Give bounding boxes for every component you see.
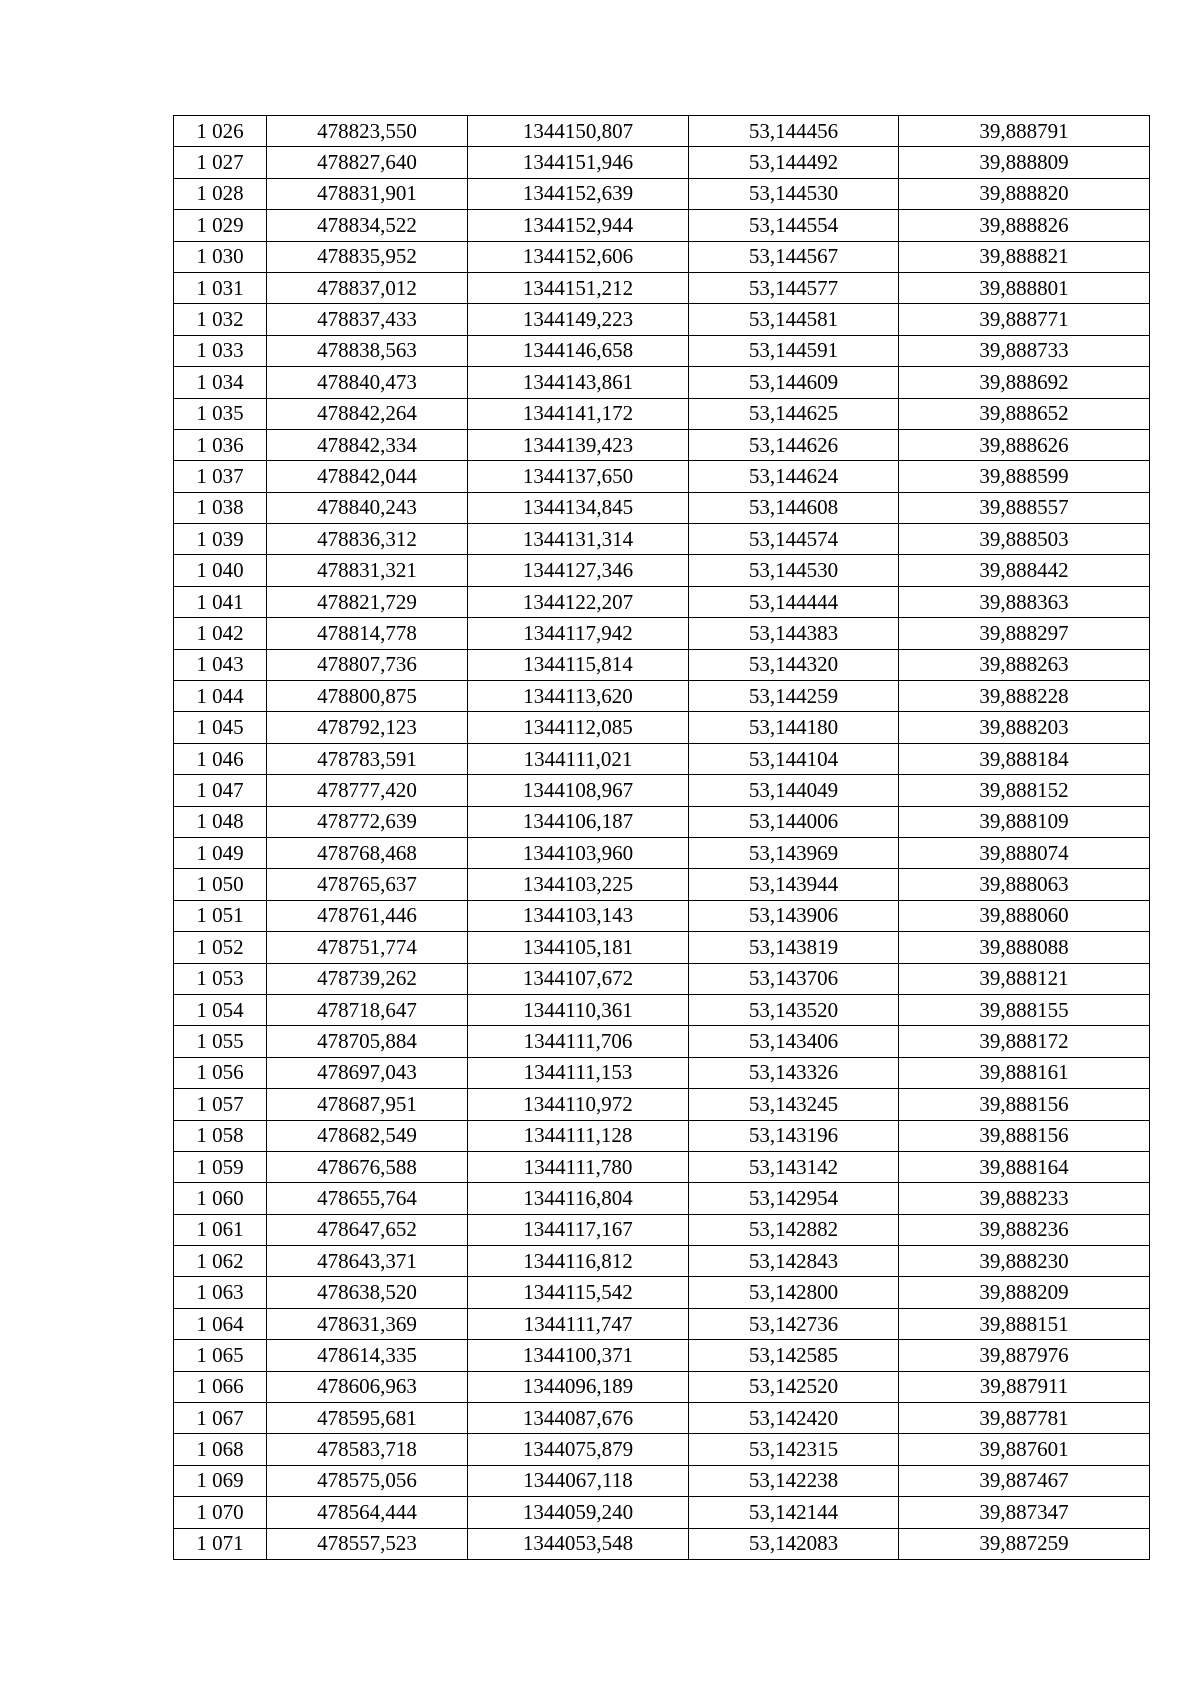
- latitude-cell: 53,143906: [689, 900, 899, 931]
- point-number-cell: 1 044: [174, 681, 267, 712]
- point-number-cell: 1 054: [174, 994, 267, 1025]
- x-coordinate-cell: 478836,312: [267, 524, 468, 555]
- x-coordinate-cell: 478831,901: [267, 178, 468, 209]
- point-number-cell: 1 039: [174, 524, 267, 555]
- x-coordinate-cell: 478643,371: [267, 1246, 468, 1277]
- y-coordinate-cell: 1344131,314: [468, 524, 689, 555]
- latitude-cell: 53,143245: [689, 1089, 899, 1120]
- table-row: [174, 1465, 1150, 1496]
- longitude-cell: 39,888263: [899, 649, 1150, 680]
- y-coordinate-cell: 1344127,346: [468, 555, 689, 586]
- x-coordinate-cell: 478835,952: [267, 241, 468, 272]
- latitude-cell: 53,143944: [689, 869, 899, 900]
- y-coordinate-cell: 1344053,548: [468, 1528, 689, 1559]
- table-row: [174, 618, 1150, 649]
- point-number-cell: 1 071: [174, 1528, 267, 1559]
- longitude-cell: 39,888184: [899, 743, 1150, 774]
- y-coordinate-cell: 1344111,128: [468, 1120, 689, 1151]
- longitude-cell: 39,887911: [899, 1371, 1150, 1402]
- latitude-cell: 53,143706: [689, 963, 899, 994]
- x-coordinate-cell: 478842,264: [267, 398, 468, 429]
- y-coordinate-cell: 1344116,812: [468, 1246, 689, 1277]
- latitude-cell: 53,144530: [689, 555, 899, 586]
- longitude-cell: 39,888074: [899, 837, 1150, 868]
- table-row: [174, 963, 1150, 994]
- y-coordinate-cell: 1344103,143: [468, 900, 689, 931]
- x-coordinate-cell: 478676,588: [267, 1151, 468, 1182]
- point-number-cell: 1 035: [174, 398, 267, 429]
- latitude-cell: 53,144492: [689, 147, 899, 178]
- table-row: [174, 1057, 1150, 1088]
- table-row: [174, 1308, 1150, 1339]
- point-number-cell: 1 041: [174, 586, 267, 617]
- latitude-cell: 53,144577: [689, 272, 899, 303]
- longitude-cell: 39,888203: [899, 712, 1150, 743]
- table-row: [174, 837, 1150, 868]
- x-coordinate-cell: 478783,591: [267, 743, 468, 774]
- longitude-cell: 39,888692: [899, 367, 1150, 398]
- longitude-cell: 39,888063: [899, 869, 1150, 900]
- longitude-cell: 39,888626: [899, 429, 1150, 460]
- latitude-cell: 53,143142: [689, 1151, 899, 1182]
- x-coordinate-cell: 478557,523: [267, 1528, 468, 1559]
- x-coordinate-cell: 478697,043: [267, 1057, 468, 1088]
- table-row: [174, 869, 1150, 900]
- longitude-cell: 39,888230: [899, 1246, 1150, 1277]
- table-row: [174, 1120, 1150, 1151]
- x-coordinate-cell: 478827,640: [267, 147, 468, 178]
- point-number-cell: 1 029: [174, 210, 267, 241]
- point-number-cell: 1 051: [174, 900, 267, 931]
- longitude-cell: 39,888826: [899, 210, 1150, 241]
- point-number-cell: 1 066: [174, 1371, 267, 1402]
- longitude-cell: 39,888164: [899, 1151, 1150, 1182]
- x-coordinate-cell: 478655,764: [267, 1183, 468, 1214]
- longitude-cell: 39,888442: [899, 555, 1150, 586]
- y-coordinate-cell: 1344115,814: [468, 649, 689, 680]
- y-coordinate-cell: 1344152,944: [468, 210, 689, 241]
- table-row: [174, 712, 1150, 743]
- longitude-cell: 39,888809: [899, 147, 1150, 178]
- latitude-cell: 53,142520: [689, 1371, 899, 1402]
- latitude-cell: 53,144574: [689, 524, 899, 555]
- point-number-cell: 1 056: [174, 1057, 267, 1088]
- longitude-cell: 39,888172: [899, 1026, 1150, 1057]
- point-number-cell: 1 046: [174, 743, 267, 774]
- table-row: [174, 492, 1150, 523]
- table-row: [174, 304, 1150, 335]
- y-coordinate-cell: 1344111,706: [468, 1026, 689, 1057]
- latitude-cell: 53,144530: [689, 178, 899, 209]
- longitude-cell: 39,888821: [899, 241, 1150, 272]
- point-number-cell: 1 059: [174, 1151, 267, 1182]
- latitude-cell: 53,144609: [689, 367, 899, 398]
- latitude-cell: 53,144383: [689, 618, 899, 649]
- y-coordinate-cell: 1344134,845: [468, 492, 689, 523]
- table-row: [174, 1403, 1150, 1434]
- x-coordinate-cell: 478765,637: [267, 869, 468, 900]
- latitude-cell: 53,144626: [689, 429, 899, 460]
- table-row: [174, 806, 1150, 837]
- x-coordinate-cell: 478807,736: [267, 649, 468, 680]
- point-number-cell: 1 028: [174, 178, 267, 209]
- point-number-cell: 1 065: [174, 1340, 267, 1371]
- point-number-cell: 1 033: [174, 335, 267, 366]
- longitude-cell: 39,888652: [899, 398, 1150, 429]
- latitude-cell: 53,144104: [689, 743, 899, 774]
- table-row: [174, 1277, 1150, 1308]
- table-row: [174, 398, 1150, 429]
- x-coordinate-cell: 478814,778: [267, 618, 468, 649]
- y-coordinate-cell: 1344108,967: [468, 775, 689, 806]
- table-row: [174, 900, 1150, 931]
- x-coordinate-cell: 478705,884: [267, 1026, 468, 1057]
- x-coordinate-cell: 478564,444: [267, 1497, 468, 1528]
- latitude-cell: 53,144456: [689, 116, 899, 147]
- point-number-cell: 1 061: [174, 1214, 267, 1245]
- longitude-cell: 39,888733: [899, 335, 1150, 366]
- y-coordinate-cell: 1344150,807: [468, 116, 689, 147]
- table-row: [174, 1026, 1150, 1057]
- x-coordinate-cell: 478831,321: [267, 555, 468, 586]
- latitude-cell: 53,142315: [689, 1434, 899, 1465]
- longitude-cell: 39,888161: [899, 1057, 1150, 1088]
- y-coordinate-cell: 1344152,639: [468, 178, 689, 209]
- table-row: [174, 1151, 1150, 1182]
- y-coordinate-cell: 1344116,804: [468, 1183, 689, 1214]
- table-row: [174, 1497, 1150, 1528]
- longitude-cell: 39,888088: [899, 932, 1150, 963]
- x-coordinate-cell: 478631,369: [267, 1308, 468, 1339]
- longitude-cell: 39,887347: [899, 1497, 1150, 1528]
- point-number-cell: 1 038: [174, 492, 267, 523]
- latitude-cell: 53,143406: [689, 1026, 899, 1057]
- table-row: [174, 1528, 1150, 1559]
- table-row: [174, 1246, 1150, 1277]
- latitude-cell: 53,144625: [689, 398, 899, 429]
- y-coordinate-cell: 1344152,606: [468, 241, 689, 272]
- y-coordinate-cell: 1344122,207: [468, 586, 689, 617]
- x-coordinate-cell: 478614,335: [267, 1340, 468, 1371]
- x-coordinate-cell: 478842,044: [267, 461, 468, 492]
- longitude-cell: 39,888151: [899, 1308, 1150, 1339]
- point-number-cell: 1 048: [174, 806, 267, 837]
- x-coordinate-cell: 478638,520: [267, 1277, 468, 1308]
- y-coordinate-cell: 1344151,946: [468, 147, 689, 178]
- y-coordinate-cell: 1344112,085: [468, 712, 689, 743]
- latitude-cell: 53,144444: [689, 586, 899, 617]
- y-coordinate-cell: 1344106,187: [468, 806, 689, 837]
- point-number-cell: 1 030: [174, 241, 267, 272]
- longitude-cell: 39,887467: [899, 1465, 1150, 1496]
- point-number-cell: 1 031: [174, 272, 267, 303]
- point-number-cell: 1 058: [174, 1120, 267, 1151]
- y-coordinate-cell: 1344110,361: [468, 994, 689, 1025]
- point-number-cell: 1 053: [174, 963, 267, 994]
- table-row: [174, 555, 1150, 586]
- y-coordinate-cell: 1344117,942: [468, 618, 689, 649]
- point-number-cell: 1 060: [174, 1183, 267, 1214]
- latitude-cell: 53,143969: [689, 837, 899, 868]
- table-row: [174, 743, 1150, 774]
- table-row: [174, 994, 1150, 1025]
- x-coordinate-cell: 478606,963: [267, 1371, 468, 1402]
- table-row: [174, 1214, 1150, 1245]
- x-coordinate-cell: 478739,262: [267, 963, 468, 994]
- x-coordinate-cell: 478761,446: [267, 900, 468, 931]
- y-coordinate-cell: 1344105,181: [468, 932, 689, 963]
- x-coordinate-cell: 478823,550: [267, 116, 468, 147]
- table-row: [174, 1340, 1150, 1371]
- x-coordinate-cell: 478837,012: [267, 272, 468, 303]
- latitude-cell: 53,144320: [689, 649, 899, 680]
- longitude-cell: 39,888599: [899, 461, 1150, 492]
- longitude-cell: 39,888233: [899, 1183, 1150, 1214]
- x-coordinate-cell: 478834,522: [267, 210, 468, 241]
- x-coordinate-cell: 478800,875: [267, 681, 468, 712]
- latitude-cell: 53,142420: [689, 1403, 899, 1434]
- y-coordinate-cell: 1344103,225: [468, 869, 689, 900]
- longitude-cell: 39,888109: [899, 806, 1150, 837]
- table-row: [174, 932, 1150, 963]
- latitude-cell: 53,144259: [689, 681, 899, 712]
- point-number-cell: 1 067: [174, 1403, 267, 1434]
- longitude-cell: 39,887781: [899, 1403, 1150, 1434]
- y-coordinate-cell: 1344141,172: [468, 398, 689, 429]
- y-coordinate-cell: 1344110,972: [468, 1089, 689, 1120]
- latitude-cell: 53,143196: [689, 1120, 899, 1151]
- x-coordinate-cell: 478842,334: [267, 429, 468, 460]
- y-coordinate-cell: 1344117,167: [468, 1214, 689, 1245]
- point-number-cell: 1 050: [174, 869, 267, 900]
- point-number-cell: 1 049: [174, 837, 267, 868]
- x-coordinate-cell: 478718,647: [267, 994, 468, 1025]
- table-row: [174, 461, 1150, 492]
- table-row: [174, 272, 1150, 303]
- point-number-cell: 1 057: [174, 1089, 267, 1120]
- x-coordinate-cell: 478687,951: [267, 1089, 468, 1120]
- x-coordinate-cell: 478821,729: [267, 586, 468, 617]
- latitude-cell: 53,144591: [689, 335, 899, 366]
- x-coordinate-cell: 478840,473: [267, 367, 468, 398]
- y-coordinate-cell: 1344113,620: [468, 681, 689, 712]
- latitude-cell: 53,144624: [689, 461, 899, 492]
- y-coordinate-cell: 1344103,960: [468, 837, 689, 868]
- point-number-cell: 1 042: [174, 618, 267, 649]
- longitude-cell: 39,888236: [899, 1214, 1150, 1245]
- latitude-cell: 53,142736: [689, 1308, 899, 1339]
- longitude-cell: 39,887976: [899, 1340, 1150, 1371]
- point-number-cell: 1 069: [174, 1465, 267, 1496]
- longitude-cell: 39,887259: [899, 1528, 1150, 1559]
- latitude-cell: 53,144567: [689, 241, 899, 272]
- longitude-cell: 39,887601: [899, 1434, 1150, 1465]
- longitude-cell: 39,888228: [899, 681, 1150, 712]
- y-coordinate-cell: 1344146,658: [468, 335, 689, 366]
- y-coordinate-cell: 1344149,223: [468, 304, 689, 335]
- y-coordinate-cell: 1344107,672: [468, 963, 689, 994]
- point-number-cell: 1 052: [174, 932, 267, 963]
- y-coordinate-cell: 1344111,021: [468, 743, 689, 774]
- point-number-cell: 1 026: [174, 116, 267, 147]
- y-coordinate-cell: 1344096,189: [468, 1371, 689, 1402]
- table-row: [174, 586, 1150, 617]
- y-coordinate-cell: 1344137,650: [468, 461, 689, 492]
- point-number-cell: 1 064: [174, 1308, 267, 1339]
- x-coordinate-cell: 478772,639: [267, 806, 468, 837]
- longitude-cell: 39,888297: [899, 618, 1150, 649]
- table-row: [174, 210, 1150, 241]
- table-row: [174, 241, 1150, 272]
- x-coordinate-cell: 478838,563: [267, 335, 468, 366]
- point-number-cell: 1 037: [174, 461, 267, 492]
- latitude-cell: 53,142882: [689, 1214, 899, 1245]
- latitude-cell: 53,142144: [689, 1497, 899, 1528]
- x-coordinate-cell: 478777,420: [267, 775, 468, 806]
- y-coordinate-cell: 1344067,118: [468, 1465, 689, 1496]
- longitude-cell: 39,888156: [899, 1089, 1150, 1120]
- latitude-cell: 53,144049: [689, 775, 899, 806]
- point-number-cell: 1 032: [174, 304, 267, 335]
- y-coordinate-cell: 1344115,542: [468, 1277, 689, 1308]
- table-row: [174, 681, 1150, 712]
- x-coordinate-cell: 478837,433: [267, 304, 468, 335]
- point-number-cell: 1 047: [174, 775, 267, 806]
- latitude-cell: 53,144581: [689, 304, 899, 335]
- table-row: [174, 524, 1150, 555]
- table-row: [174, 649, 1150, 680]
- table-row: [174, 367, 1150, 398]
- longitude-cell: 39,888209: [899, 1277, 1150, 1308]
- latitude-cell: 53,143326: [689, 1057, 899, 1088]
- longitude-cell: 39,888791: [899, 116, 1150, 147]
- point-number-cell: 1 027: [174, 147, 267, 178]
- coordinates-table: [173, 115, 1150, 1560]
- longitude-cell: 39,888557: [899, 492, 1150, 523]
- longitude-cell: 39,888155: [899, 994, 1150, 1025]
- table-row: [174, 1183, 1150, 1214]
- latitude-cell: 53,142800: [689, 1277, 899, 1308]
- latitude-cell: 53,144554: [689, 210, 899, 241]
- point-number-cell: 1 043: [174, 649, 267, 680]
- latitude-cell: 53,144608: [689, 492, 899, 523]
- longitude-cell: 39,888121: [899, 963, 1150, 994]
- longitude-cell: 39,888503: [899, 524, 1150, 555]
- latitude-cell: 53,143819: [689, 932, 899, 963]
- longitude-cell: 39,888152: [899, 775, 1150, 806]
- point-number-cell: 1 036: [174, 429, 267, 460]
- coordinates-table-body: [174, 116, 1150, 1560]
- point-number-cell: 1 045: [174, 712, 267, 743]
- y-coordinate-cell: 1344143,861: [468, 367, 689, 398]
- latitude-cell: 53,142954: [689, 1183, 899, 1214]
- table-row: [174, 429, 1150, 460]
- latitude-cell: 53,142843: [689, 1246, 899, 1277]
- longitude-cell: 39,888801: [899, 272, 1150, 303]
- x-coordinate-cell: 478768,468: [267, 837, 468, 868]
- point-number-cell: 1 055: [174, 1026, 267, 1057]
- point-number-cell: 1 070: [174, 1497, 267, 1528]
- y-coordinate-cell: 1344139,423: [468, 429, 689, 460]
- y-coordinate-cell: 1344111,153: [468, 1057, 689, 1088]
- x-coordinate-cell: 478840,243: [267, 492, 468, 523]
- latitude-cell: 53,142083: [689, 1528, 899, 1559]
- point-number-cell: 1 062: [174, 1246, 267, 1277]
- table-row: [174, 1371, 1150, 1402]
- latitude-cell: 53,144180: [689, 712, 899, 743]
- latitude-cell: 53,143520: [689, 994, 899, 1025]
- table-row: [174, 116, 1150, 147]
- longitude-cell: 39,888363: [899, 586, 1150, 617]
- y-coordinate-cell: 1344111,780: [468, 1151, 689, 1182]
- y-coordinate-cell: 1344111,747: [468, 1308, 689, 1339]
- x-coordinate-cell: 478751,774: [267, 932, 468, 963]
- x-coordinate-cell: 478575,056: [267, 1465, 468, 1496]
- latitude-cell: 53,142585: [689, 1340, 899, 1371]
- table-row: [174, 1089, 1150, 1120]
- table-row: [174, 1434, 1150, 1465]
- table-row: [174, 335, 1150, 366]
- latitude-cell: 53,144006: [689, 806, 899, 837]
- y-coordinate-cell: 1344087,676: [468, 1403, 689, 1434]
- point-number-cell: 1 068: [174, 1434, 267, 1465]
- point-number-cell: 1 063: [174, 1277, 267, 1308]
- point-number-cell: 1 040: [174, 555, 267, 586]
- latitude-cell: 53,142238: [689, 1465, 899, 1496]
- y-coordinate-cell: 1344100,371: [468, 1340, 689, 1371]
- x-coordinate-cell: 478792,123: [267, 712, 468, 743]
- y-coordinate-cell: 1344151,212: [468, 272, 689, 303]
- longitude-cell: 39,888156: [899, 1120, 1150, 1151]
- table-row: [174, 775, 1150, 806]
- point-number-cell: 1 034: [174, 367, 267, 398]
- table-row: [174, 178, 1150, 209]
- y-coordinate-cell: 1344075,879: [468, 1434, 689, 1465]
- x-coordinate-cell: 478682,549: [267, 1120, 468, 1151]
- table-row: [174, 147, 1150, 178]
- longitude-cell: 39,888820: [899, 178, 1150, 209]
- y-coordinate-cell: 1344059,240: [468, 1497, 689, 1528]
- longitude-cell: 39,888771: [899, 304, 1150, 335]
- longitude-cell: 39,888060: [899, 900, 1150, 931]
- x-coordinate-cell: 478647,652: [267, 1214, 468, 1245]
- x-coordinate-cell: 478583,718: [267, 1434, 468, 1465]
- x-coordinate-cell: 478595,681: [267, 1403, 468, 1434]
